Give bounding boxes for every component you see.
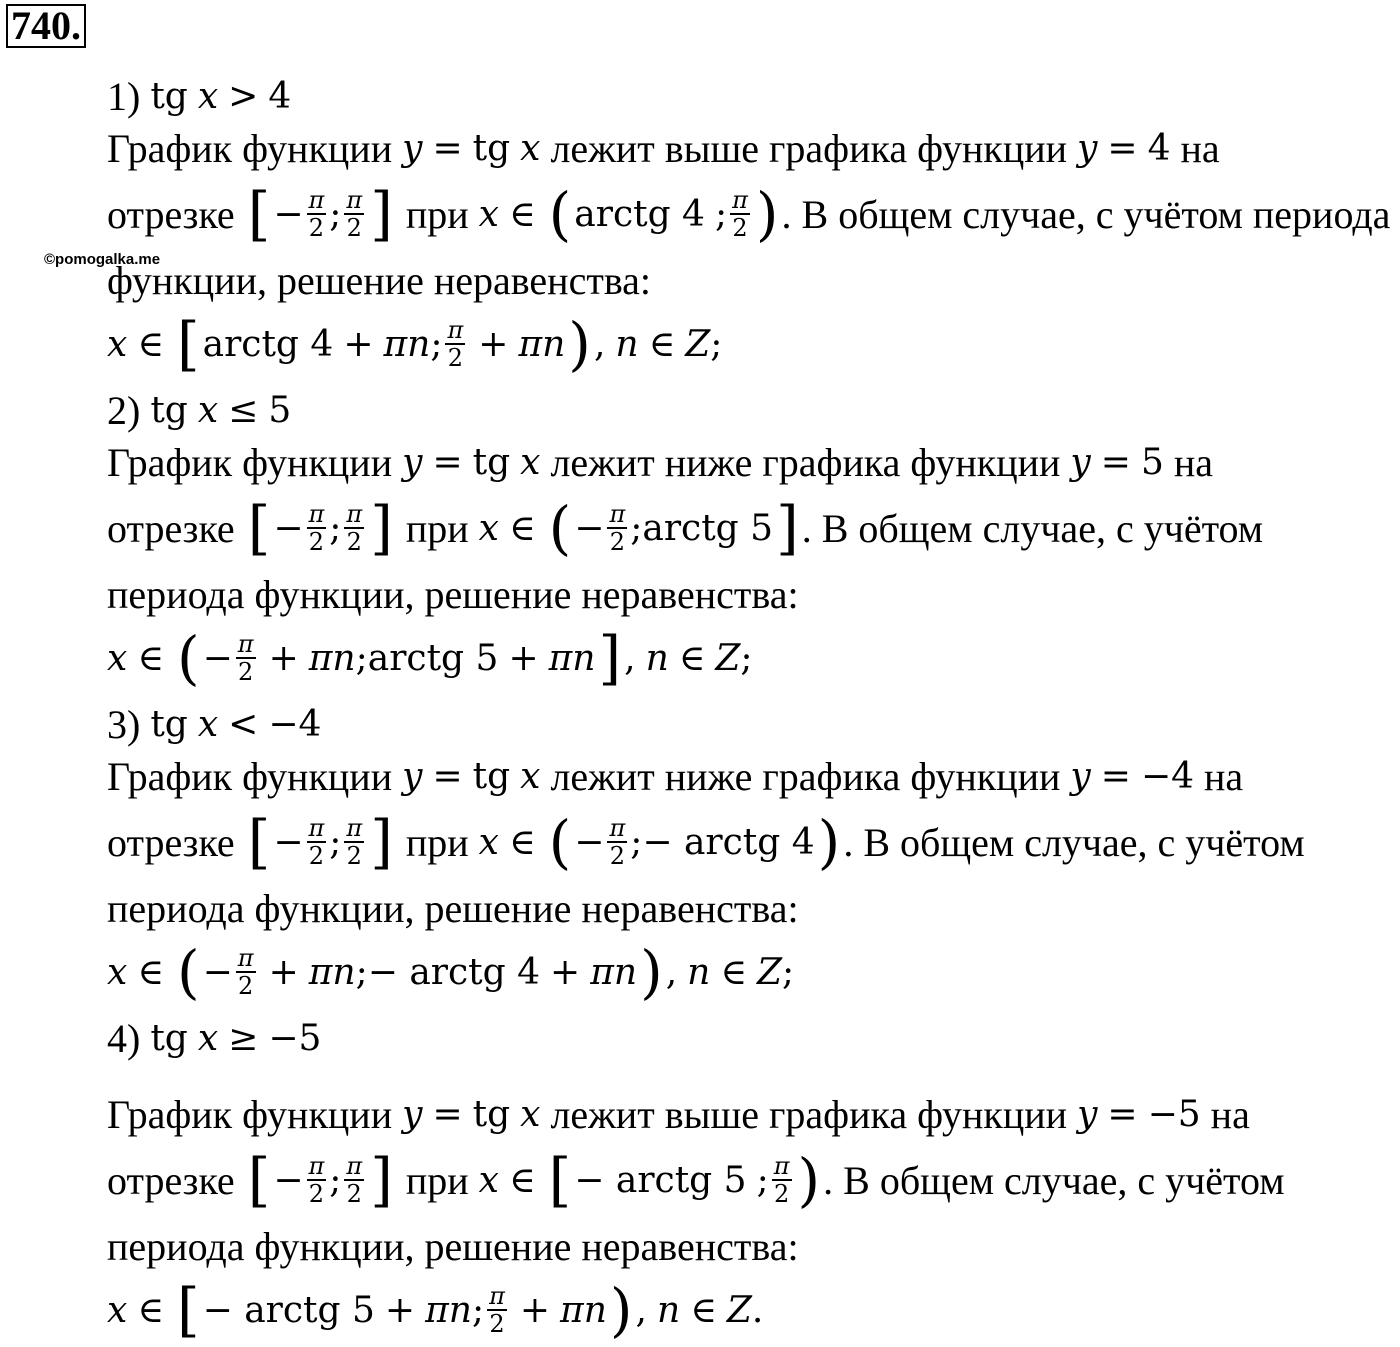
case-3-graph-statement: График функции y = tg x лежит ниже графика функции y = −4 на	[107, 753, 1244, 799]
fraction: $\frac{\pi}{2}$	[237, 630, 254, 686]
fraction: $\frac{\pi}{2}$	[308, 1152, 325, 1208]
case-1-graph-statement: График функции y = tg x лежит выше графика функции y = 4 на	[107, 125, 1220, 171]
fraction: $\frac{\pi}{2}$	[609, 814, 626, 870]
case-2-segment-statement: отрезке [ − $\frac{\pi}{2}$ ; $\frac{\pi}{2}$ ] при x ∈ ( − $\frac{\pi}{2}$ ; arctg 5 ] . В общем случае, с учётом	[107, 494, 1264, 562]
case-2-solution-label: периода функции, решение неравенства:	[107, 571, 799, 617]
problem-number: 740.	[6, 4, 86, 48]
case-4-segment-statement: отрезке [ − $\frac{\pi}{2}$ ; $\frac{\pi}{2}$ ] при x ∈ [ − arctg 5 ; $\frac{\pi}{2}$ ) . В общем случае, с учётом	[107, 1146, 1285, 1214]
fraction: $\frac{\pi}{2}$	[308, 186, 325, 242]
case-3-segment-statement: отрезке [ − $\frac{\pi}{2}$ ; $\frac{\pi}{2}$ ] при x ∈ ( − $\frac{\pi}{2}$ ; − arctg 4 ) . В общем случае, с учётом	[107, 808, 1305, 876]
case-3-heading: 3) tg x < −4	[107, 701, 322, 747]
case-2-heading: 2) tg x ≤ 5	[107, 387, 292, 433]
case-4-graph-statement: График функции y = tg x лежит выше графика функции y = −5 на	[107, 1091, 1250, 1137]
case-4-heading: 4) tg x ≥ −5	[107, 1015, 322, 1061]
fraction: $\frac{\pi}{2}$	[346, 500, 363, 556]
fraction: $\frac{\pi}{2}$	[237, 944, 254, 1000]
fraction: $\frac{\pi}{2}$	[609, 500, 626, 556]
watermark: ©pomogalka.me	[44, 251, 161, 268]
case-3-answer: x ∈ ( − $\frac{\pi}{2}$ + πn ; − arctg 4 + πn ) , n ∈ Z ;	[107, 938, 795, 1006]
fraction: $\frac{\pi}{2}$	[732, 186, 748, 242]
case-1-answer: x ∈ [ arctg 4 + πn ; $\frac{\pi}{2}$ + πn ) , n ∈ Z ;	[107, 310, 723, 378]
fraction: $\frac{\pi}{2}$	[308, 500, 325, 556]
case-4-answer: x ∈ [ − arctg 5 + πn ; $\frac{\pi}{2}$ + πn ) , n ∈ Z .	[107, 1276, 764, 1344]
case-4-solution-label: периода функции, решение неравенства:	[107, 1223, 799, 1269]
case-2-graph-statement: График функции y = tg x лежит ниже графика функции y = 5 на	[107, 439, 1214, 485]
fraction: $\frac{\pi}{2}$	[489, 1282, 505, 1338]
case-1-solution-label: функции, решение неравенства:	[107, 257, 652, 303]
fraction: $\frac{\pi}{2}$	[308, 814, 325, 870]
case-2-answer: x ∈ ( − $\frac{\pi}{2}$ + πn ; arctg 5 + πn ] , n ∈ Z ;	[107, 624, 753, 692]
fraction: $\frac{\pi}{2}$	[346, 1152, 363, 1208]
fraction: $\frac{\pi}{2}$	[346, 814, 363, 870]
fraction: $\frac{\pi}{2}$	[346, 186, 363, 242]
case-1-segment-statement: отрезке [ − $\frac{\pi}{2}$ ; $\frac{\pi}{2}$ ] при x ∈ ( arctg 4 ; $\frac{\pi}{2}$ ) . В общем случае, с учётом периода	[107, 180, 1391, 248]
case-3-solution-label: периода функции, решение неравенства:	[107, 885, 799, 931]
fraction: $\frac{\pi}{2}$	[447, 316, 464, 372]
case-1-heading: 1) tg x > 4	[107, 73, 292, 119]
fraction: $\frac{\pi}{2}$	[773, 1152, 790, 1208]
